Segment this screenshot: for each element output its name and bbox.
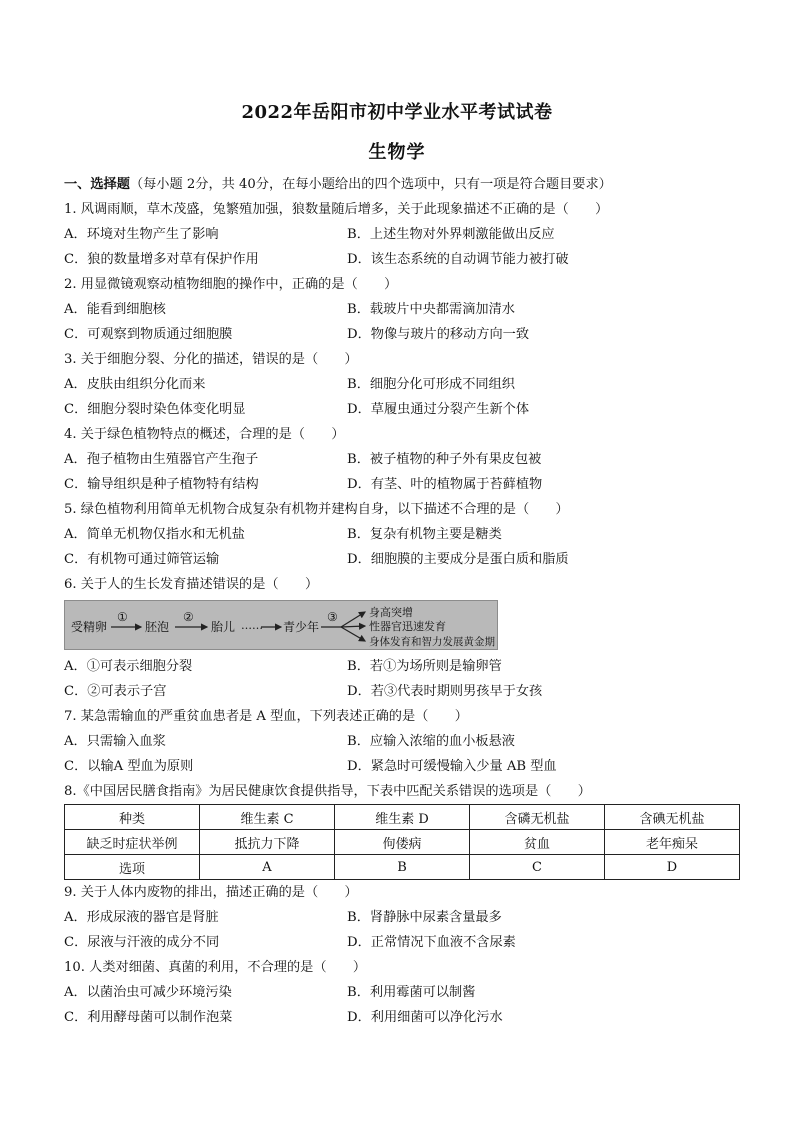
table-cell: 贫血	[470, 830, 605, 855]
question-list	[64, 172, 740, 1030]
table-cell: 含碘无机盐	[605, 805, 740, 830]
option-d: D．利用细菌可以净化污水	[347, 1010, 503, 1025]
table-cell: 维生素 D	[335, 805, 470, 830]
ellipsis: ……	[241, 619, 263, 632]
option-row	[64, 447, 740, 472]
question-stem: 1. 风调雨顺，草木茂盛，兔繁殖加强，狼数量随后增多，关于此现象描述不正确的是（ ）	[64, 202, 609, 217]
table-cell: 老年痴呆	[605, 830, 740, 855]
question-stem: 5. 绿色植物利用简单无机物合成复杂有机物并建构自身，以下描述不合理的是（ ）	[64, 502, 569, 517]
table-cell: 缺乏时症状举例	[65, 830, 200, 855]
branch-1-label: 身高突增	[369, 606, 413, 619]
table-cell: 含磷无机盐	[470, 805, 605, 830]
option-a: A．能看到细胞核	[64, 302, 166, 317]
option-c: C．细胞分裂时染色体变化明显	[64, 402, 246, 417]
subject-title: 生物学	[368, 142, 426, 163]
question-stem: 7. 某急需输血的严重贫血患者是 A 型血，下列表述正确的是（ ）	[64, 709, 468, 724]
question-stem: 10. 人类对细菌、真菌的利用，不合理的是（ ）	[64, 960, 367, 975]
option-row	[64, 472, 740, 497]
option-a: A．皮肤由组织分化而来	[64, 377, 206, 392]
option-b: B．肾静脉中尿素含量最多	[347, 910, 502, 925]
step-3-label: ③	[327, 610, 338, 624]
option-row	[64, 754, 740, 779]
option-d: D．若③代表时期则男孩早于女孩	[347, 684, 543, 699]
table-cell: 佝偻病	[335, 830, 470, 855]
option-row	[64, 980, 740, 1005]
option-a: A．以菌治虫可减少环境污染	[64, 985, 232, 1000]
question-stem: 9. 关于人体内废物的排出，描述正确的是（ ）	[64, 885, 358, 900]
option-d: D．草履虫通过分裂产生新个体	[347, 402, 530, 417]
table-cell: 种类	[65, 805, 200, 830]
section-instructions: （每小题 2分，共 40分，在每小题给出的四个选项中，只有一项是符合题目要求）	[129, 177, 612, 192]
table-cell: C	[470, 855, 605, 880]
development-flow-figure	[64, 600, 498, 650]
option-row	[64, 729, 740, 754]
stage-fetus: 胎儿	[211, 620, 236, 634]
option-b: B．上述生物对外界刺激能做出反应	[347, 227, 555, 242]
stage-zygote: 受精卵	[71, 620, 108, 634]
option-b: B．应输入浓缩的血小板悬液	[347, 734, 515, 749]
section-label: 一、选择题	[64, 177, 130, 192]
option-row	[64, 522, 740, 547]
table-cell: A	[200, 855, 335, 880]
option-c: C．有机物可通过筛管运输	[64, 552, 220, 567]
table-row	[65, 805, 740, 830]
option-row	[64, 930, 740, 955]
question-stem: 4. 关于绿色植物特点的概述，合理的是（ ）	[64, 427, 345, 442]
step-1-label: ①	[117, 610, 128, 624]
option-row	[64, 905, 740, 930]
branch-arrow-3	[341, 627, 365, 641]
table-row	[65, 830, 740, 855]
exam-title: 2022年岳阳市初中学业水平考试试卷	[241, 102, 553, 123]
option-a: A．简单无机物仅指水和无机盐	[64, 527, 245, 542]
option-b: B．利用霉菌可以制酱	[347, 985, 476, 1000]
section-heading	[64, 172, 740, 197]
branch-2-label: 性器官迅速发育	[369, 620, 446, 633]
option-c: C．②可表示子宫	[64, 684, 167, 699]
step-2-label: ②	[183, 610, 194, 624]
option-a: A．环境对生物产生了影响	[64, 227, 219, 242]
option-d: D．细胞膜的主要成分是蛋白质和脂质	[347, 552, 569, 567]
branch-3-label: 身体发育和智力发展黄金期	[369, 636, 495, 648]
option-b: B．复杂有机物主要是糖类	[347, 527, 502, 542]
option-c: C．利用酵母菌可以制作泡菜	[64, 1010, 233, 1025]
question-stem: 6. 关于人的生长发育描述错误的是（ ）	[64, 577, 319, 592]
option-a: A．只需输入血浆	[64, 734, 166, 749]
option-row	[64, 372, 740, 397]
table-cell: B	[335, 855, 470, 880]
option-row	[64, 679, 740, 704]
table-cell: 维生素 C	[200, 805, 335, 830]
option-d: D．有茎、叶的植物属于苔藓植物	[347, 477, 543, 492]
stage-blastocyst: 胚泡	[145, 620, 170, 634]
stage-adolescent: 青少年	[283, 620, 320, 634]
option-row	[64, 547, 740, 572]
option-row	[64, 322, 740, 347]
option-c: C．尿液与汗液的成分不同	[64, 935, 220, 950]
question-stem: 3. 关于细胞分裂、分化的描述，错误的是（ ）	[64, 352, 358, 367]
option-d: D．该生态系统的自动调节能力被打破	[347, 252, 569, 267]
option-c: C．以输A 型血为原则	[64, 759, 194, 774]
option-d: D．紧急时可缓慢输入少量 AB 型血	[347, 759, 557, 774]
option-c: C．狼的数量增多对草有保护作用	[64, 252, 259, 267]
option-row	[64, 1005, 740, 1030]
option-b: B．被子植物的种子外有果皮包被	[347, 452, 542, 467]
option-b: B．载玻片中央都需滴加清水	[347, 302, 515, 317]
question-stem: 8.《中国居民膳食指南》为居民健康饮食提供指导，下表中匹配关系错误的选项是（ ）	[64, 784, 591, 799]
branch-arrow-1	[341, 612, 365, 627]
table-cell: 抵抗力下降	[200, 830, 335, 855]
option-row	[64, 297, 740, 322]
option-row	[64, 222, 740, 247]
option-a: A．①可表示细胞分裂	[64, 659, 193, 674]
nutrition-table	[64, 804, 740, 880]
question-stem: 2. 用显微镜观察动植物细胞的操作中，正确的是（ ）	[64, 277, 398, 292]
table-cell: D	[605, 855, 740, 880]
option-b: B．若①为场所则是输卵管	[347, 659, 502, 674]
table-row	[65, 855, 740, 880]
option-a: A．孢子植物由生殖器官产生孢子	[64, 452, 259, 467]
option-row	[64, 397, 740, 422]
option-c: C．可观察到物质通过细胞膜	[64, 327, 233, 342]
development-flow-diagram	[65, 601, 497, 649]
table-cell: 选项	[65, 855, 200, 880]
option-a: A．形成尿液的器官是肾脏	[64, 910, 219, 925]
option-row	[64, 247, 740, 272]
option-b: B．细胞分化可形成不同组织	[347, 377, 515, 392]
option-c: C．输导组织是种子植物特有结构	[64, 477, 259, 492]
branch-arrow-2	[341, 626, 365, 627]
option-d: D．物像与玻片的移动方向一致	[347, 327, 530, 342]
option-d: D．正常情况下血液不含尿素	[347, 935, 516, 950]
option-row	[64, 654, 740, 679]
